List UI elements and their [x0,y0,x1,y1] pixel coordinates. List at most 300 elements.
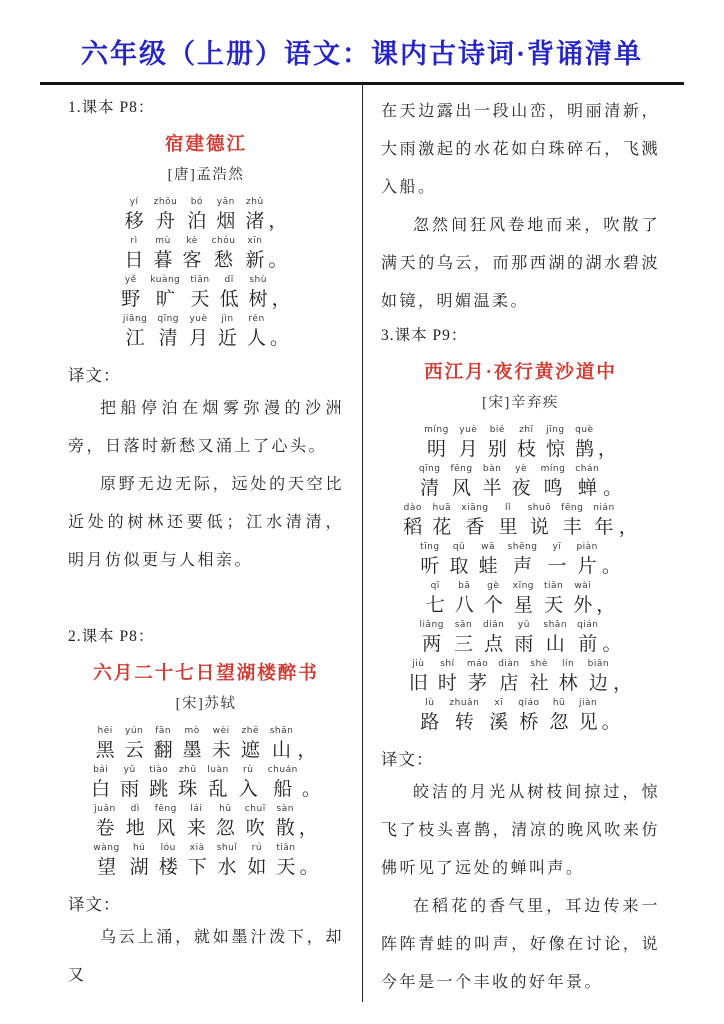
char-with-pinyin [575,464,599,502]
pinyin-syllable: huā [432,503,451,513]
hanzi-char: 星 [513,595,533,616]
hanzi-char: 雨 [514,634,534,655]
pinyin-syllable: xīn [247,236,263,246]
char-with-pinyin [245,197,264,235]
pinyin-syllable: hū [219,804,232,814]
char-with-pinyin [178,765,197,803]
pinyin-syllable: hú [132,843,146,853]
verse-line [381,581,660,619]
hanzi-char: 一 [547,556,567,577]
char-with-pinyin [207,765,228,803]
verse-line [68,804,344,842]
pinyin-syllable: bā [458,581,471,591]
char-with-pinyin [149,765,168,803]
hanzi-char: 月 [458,439,478,460]
verse-punctuation: 。 [601,712,621,733]
char-with-pinyin [483,620,504,658]
hanzi-char: 茅 [468,673,488,694]
char-with-pinyin [125,726,144,764]
char-with-pinyin [449,698,479,736]
pinyin-syllable: bó [190,197,203,207]
char-with-pinyin [438,659,457,697]
hanzi-char: 未 [211,740,231,761]
verse-punctuation: ， [618,517,638,538]
char-with-pinyin [541,464,566,502]
hanzi-char: 忽 [549,712,569,733]
char-with-pinyin [270,726,294,764]
char-with-pinyin [188,843,207,881]
hanzi-char: 墨 [182,740,202,761]
pinyin-syllable: shuō [527,503,552,513]
verse-punctuation: 。 [270,328,290,349]
pinyin-syllable: xià [189,843,205,853]
hanzi-char: 路 [420,712,440,733]
verse-line [381,620,660,658]
char-with-pinyin [189,314,208,352]
hanzi-char: 低 [219,289,239,310]
hanzi-char: 八 [454,595,474,616]
left-column [40,85,362,1002]
hanzi-char: 风 [452,478,472,499]
char-with-pinyin [187,804,206,842]
pinyin-syllable: mù [155,236,171,246]
verse-punctuation: ， [271,289,291,310]
section-heading: 3.课本 P9： [381,327,468,344]
pinyin-syllable: qián [577,620,599,630]
char-with-pinyin [93,843,119,881]
char-with-pinyin [120,765,139,803]
pinyin-syllable: tīng [420,542,440,552]
pinyin-syllable: dī [224,275,234,285]
verse-line [68,236,344,274]
hanzi-char: 林 [558,673,578,694]
pinyin-syllable: qī [430,581,440,591]
translation-paragraph: 乌云上涌，就如墨汁泼下，却又 [68,929,344,984]
char-with-pinyin [218,314,237,352]
pinyin-syllable: hēi [97,726,113,736]
verse-line [68,275,344,313]
pinyin-syllable: rú [251,843,263,853]
hanzi-char: 外 [573,595,593,616]
pinyin-syllable: yān [216,197,235,207]
char-with-pinyin [514,620,533,658]
char-with-pinyin [488,425,507,463]
hanzi-char: 转 [454,712,474,733]
verse-line [68,314,344,352]
translation-label: 译文： [68,895,121,914]
char-with-pinyin [498,659,519,697]
char-with-pinyin [268,765,298,803]
verse-line [68,197,344,235]
hanzi-char: 移 [124,211,144,232]
hanzi-char: 蛙 [478,556,498,577]
char-with-pinyin [420,620,444,658]
page-header [40,38,684,85]
pinyin-syllable: máo [466,659,489,669]
char-with-pinyin [424,425,449,463]
char-with-pinyin [125,197,144,235]
char-with-pinyin [484,581,503,619]
pinyin-syllable: nián [593,503,615,513]
hanzi-char: 暮 [153,250,173,271]
hanzi-char: 点 [484,634,504,655]
hanzi-char: 听 [420,556,440,577]
translation-paragraph: 把船停泊在烟雾弥漫的沙洲旁，日落时新愁又涌上了心头。 [68,400,344,455]
pinyin-syllable: jīng [546,425,565,435]
hanzi-char: 丰 [562,517,582,538]
pinyin-syllable: chuán [267,765,298,775]
char-with-pinyin [547,542,566,580]
pinyin-syllable: tiān [190,275,210,285]
poem-author: [唐]孟浩然 [167,167,245,183]
pinyin-syllable: jiù [412,659,425,669]
hanzi-char: 半 [482,478,502,499]
hanzi-char: 夜 [511,478,531,499]
char-with-pinyin [154,236,173,274]
char-with-pinyin [432,503,451,541]
pinyin-syllable: chán [575,464,600,474]
hanzi-char: 月 [189,328,209,349]
hanzi-char: 个 [483,595,503,616]
pinyin-syllable: dì [130,804,140,814]
pinyin-syllable: sàn [276,804,294,814]
pinyin-syllable: yǔ [517,620,530,630]
char-with-pinyin [543,620,567,658]
char-with-pinyin [409,659,428,697]
hanzi-char: 边 [588,673,608,694]
hanzi-char: 三 [453,634,473,655]
translation-paragraph: 忽然间狂风卷地而来，吹散了满天的乌云，而那西湖的湖水碧波如镜，明媚温柔。 [381,217,660,310]
pinyin-syllable: yún [125,726,144,736]
hanzi-char: 野 [121,289,141,310]
hanzi-char: 前 [578,634,598,655]
hanzi-char: 湖 [129,857,149,878]
verse-line [68,843,344,881]
char-with-pinyin [546,425,565,463]
hanzi-char: 卷 [95,818,115,839]
hanzi-char: 桥 [519,712,539,733]
pinyin-syllable: kè [186,236,198,246]
char-with-pinyin [513,581,534,619]
hanzi-char: 七 [425,595,445,616]
hanzi-char: 珠 [178,779,198,800]
pinyin-syllable: bàn [482,464,502,474]
pinyin-syllable: hū [552,698,566,708]
hanzi-char: 取 [449,556,469,577]
pinyin-syllable: yè [515,464,528,474]
hanzi-char: 别 [487,439,507,460]
hanzi-char: 时 [437,673,457,694]
pinyin-syllable: lǐ [505,503,512,513]
pinyin-syllable: mò [184,726,200,736]
char-with-pinyin [183,236,202,274]
char-with-pinyin [450,464,472,502]
pinyin-syllable: juǎn [94,804,116,814]
pinyin-syllable: jiàn [578,698,598,708]
char-with-pinyin [593,503,614,541]
verse-line [381,503,660,541]
char-with-pinyin [454,620,473,658]
char-with-pinyin [91,765,110,803]
pinyin-syllable: yī [552,542,562,552]
verse-line [381,425,660,463]
hanzi-char: 清 [420,478,440,499]
char-with-pinyin [518,698,539,736]
char-with-pinyin [247,843,266,881]
hanzi-char: 见 [578,712,598,733]
translation-paragraph: 在天边露出一段山峦，明丽清新，大雨激起的水花如白珠碎石，飞溅入船。 [381,103,660,196]
page-title: 六年级（上册）语文：课内古诗词·背诵清单 [80,39,643,69]
section-heading: 2.课本 P8： [68,628,155,645]
char-with-pinyin [483,464,502,502]
char-with-pinyin [130,843,149,881]
pinyin-syllable: míng [424,425,449,435]
hanzi-char: 跳 [149,779,169,800]
char-with-pinyin [157,314,179,352]
hanzi-char: 旧 [408,673,428,694]
section-heading: 1.课本 P8： [68,99,155,116]
hanzi-char: 舟 [155,211,175,232]
pinyin-syllable: zhōu [153,197,178,207]
hanzi-char: 旷 [155,289,175,310]
hanzi-char: 船 [273,779,293,800]
char-with-pinyin [239,765,258,803]
hanzi-char: 新 [245,250,265,271]
char-with-pinyin [220,275,239,313]
pinyin-syllable: piàn [576,542,598,552]
pinyin-syllable: zhǔ [246,197,264,207]
char-with-pinyin [528,503,552,541]
pinyin-syllable: yǔ [123,765,136,775]
pinyin-syllable: míng [540,464,566,474]
char-with-pinyin [212,236,236,274]
char-with-pinyin [517,425,536,463]
verse-line [381,698,660,736]
pinyin-syllable: sān [454,620,473,630]
hanzi-char: 来 [186,818,206,839]
char-with-pinyin [579,698,598,736]
char-with-pinyin [125,236,144,274]
hanzi-char: 店 [499,673,519,694]
verse-punctuation: 。 [268,250,288,271]
hanzi-char: 客 [182,250,202,271]
hanzi-char: 稻 [403,517,423,538]
char-with-pinyin [245,236,264,274]
hanzi-char: 山 [272,740,292,761]
char-with-pinyin [212,726,231,764]
translation-paragraph: 皎洁的月光从树枝间掠过，惊飞了枝头喜鹊，清凉的晚风吹来仿佛听见了远处的蝉叫声。 [381,784,660,877]
char-with-pinyin [247,314,266,352]
poem-author: [宋]辛弃疾 [482,395,559,411]
pinyin-syllable: shù [249,275,267,285]
hanzi-char: 片 [577,556,597,577]
char-with-pinyin [576,542,597,580]
pinyin-syllable: rì [130,236,138,246]
verse-punctuation: 。 [299,857,319,878]
pinyin-syllable: rù [243,765,254,775]
char-with-pinyin [420,698,439,736]
pinyin-syllable: yuè [459,425,478,435]
char-with-pinyin [159,843,178,881]
hanzi-char: 风 [156,818,176,839]
hanzi-char: 遮 [240,740,260,761]
pinyin-syllable: gè [487,581,500,591]
pinyin-syllable: fān [155,726,172,736]
char-with-pinyin [508,542,538,580]
hanzi-char: 如 [247,857,267,878]
verse-punctuation: ， [268,211,288,232]
hanzi-char: 江 [125,328,145,349]
pinyin-syllable: xīng [512,581,534,591]
pinyin-syllable: qīng [418,464,441,474]
hanzi-char: 里 [498,517,518,538]
pinyin-syllable: shí [440,659,455,669]
char-with-pinyin [450,542,469,580]
pinyin-syllable: yuè [189,314,208,324]
pinyin-syllable: qīng [157,314,179,324]
char-with-pinyin [154,197,178,235]
hanzi-char: 清 [158,328,178,349]
verse-punctuation: 。 [603,478,623,499]
pinyin-syllable: wèi [212,726,230,736]
char-with-pinyin [512,464,531,502]
char-with-pinyin [241,726,260,764]
pinyin-syllable: qǔ [452,542,466,552]
pinyin-syllable: xiāng [461,503,489,513]
pinyin-syllable: qiáo [518,698,540,708]
hanzi-char: 年 [594,517,614,538]
char-with-pinyin [573,581,592,619]
hanzi-char: 花 [432,517,452,538]
char-with-pinyin [577,620,598,658]
hanzi-char: 日 [124,250,144,271]
hanzi-char: 枝 [516,439,536,460]
char-with-pinyin [550,698,569,736]
pinyin-syllable: zhū [178,765,197,775]
pinyin-syllable: shè [530,659,548,669]
pinyin-syllable: bái [93,765,109,775]
char-with-pinyin [575,425,594,463]
pinyin-syllable: wài [574,581,592,591]
char-with-pinyin [420,542,439,580]
char-with-pinyin [530,659,549,697]
verse-punctuation: 。 [301,779,321,800]
pinyin-syllable: wàng [93,843,120,853]
pinyin-syllable: kuàng [150,275,181,285]
pinyin-syllable: què [575,425,594,435]
hanzi-char: 望 [97,857,117,878]
hanzi-char: 声 [513,556,533,577]
hanzi-char: 忽 [215,818,235,839]
two-column-layout [40,85,684,1002]
char-with-pinyin [217,843,238,881]
pinyin-syllable: yí [129,197,139,207]
pinyin-syllable: zhī [519,425,534,435]
hanzi-char: 下 [187,857,207,878]
char-with-pinyin [489,698,508,736]
pinyin-syllable: tiān [544,581,564,591]
pinyin-syllable: xī [494,698,504,708]
hanzi-char: 惊 [545,439,565,460]
pinyin-syllable: shān [543,620,568,630]
hanzi-char: 散 [275,818,295,839]
char-with-pinyin [455,581,474,619]
char-with-pinyin [544,581,563,619]
pinyin-syllable: wā [481,542,496,552]
pinyin-syllable: lín [562,659,575,669]
char-with-pinyin [419,464,441,502]
translation-label: 译文： [68,366,121,385]
pinyin-syllable: fēng [561,503,584,513]
pinyin-syllable: bié [489,425,505,435]
char-with-pinyin [276,843,295,881]
right-column [362,85,684,1002]
char-with-pinyin [467,659,488,697]
verse-line [68,765,344,803]
hanzi-char: 白 [91,779,111,800]
hanzi-char: 树 [248,289,268,310]
hanzi-char: 翻 [153,740,173,761]
hanzi-char: 山 [545,634,565,655]
char-with-pinyin [154,726,173,764]
pinyin-syllable: zhuǎn [449,698,480,708]
char-with-pinyin [155,804,177,842]
hanzi-char: 吹 [245,818,265,839]
char-with-pinyin [559,659,578,697]
verse-punctuation: ， [613,673,633,694]
verse-line [381,464,660,502]
translation-paragraph: 原野无边无际，远处的天空比近处的树林还要低；江水清清，明月仿似更与人相亲。 [68,476,344,569]
hanzi-char: 渚 [245,211,265,232]
pinyin-syllable: lái [190,804,203,814]
char-with-pinyin [190,275,209,313]
pinyin-syllable: fēng [154,804,177,814]
verse-punctuation: 。 [601,556,621,577]
pinyin-syllable: zhē [241,726,259,736]
translation-paragraph: 在稻花的香气里，耳边传来一阵阵青蛙的叫声，好像在讨论，说今年是一个丰收的好年景。 [381,898,660,991]
poem-author: [宋]苏轼 [175,696,237,712]
char-with-pinyin [245,804,266,842]
char-with-pinyin [187,197,206,235]
char-with-pinyin [588,659,609,697]
verse-punctuation: ， [596,595,616,616]
hanzi-char: 地 [125,818,145,839]
char-with-pinyin [479,542,498,580]
hanzi-char: 天 [544,595,564,616]
pinyin-syllable: biān [587,659,610,669]
char-with-pinyin [150,275,180,313]
char-with-pinyin [94,804,115,842]
char-with-pinyin [276,804,295,842]
pinyin-syllable: jiāng [122,314,148,324]
verse-line [381,542,660,580]
hanzi-char: 泊 [187,211,207,232]
char-with-pinyin [561,503,583,541]
char-with-pinyin [459,425,478,463]
hanzi-char: 黑 [95,740,115,761]
pinyin-syllable: shēng [507,542,538,552]
pinyin-syllable: jìn [221,314,234,324]
char-with-pinyin [461,503,488,541]
pinyin-syllable: rén [248,314,265,324]
verse-line [381,659,660,697]
char-with-pinyin [499,503,518,541]
hanzi-char: 明 [426,439,446,460]
pinyin-syllable: shuǐ [216,843,238,853]
hanzi-char: 天 [190,289,210,310]
hanzi-char: 云 [124,740,144,761]
hanzi-char: 鹊 [574,439,594,460]
